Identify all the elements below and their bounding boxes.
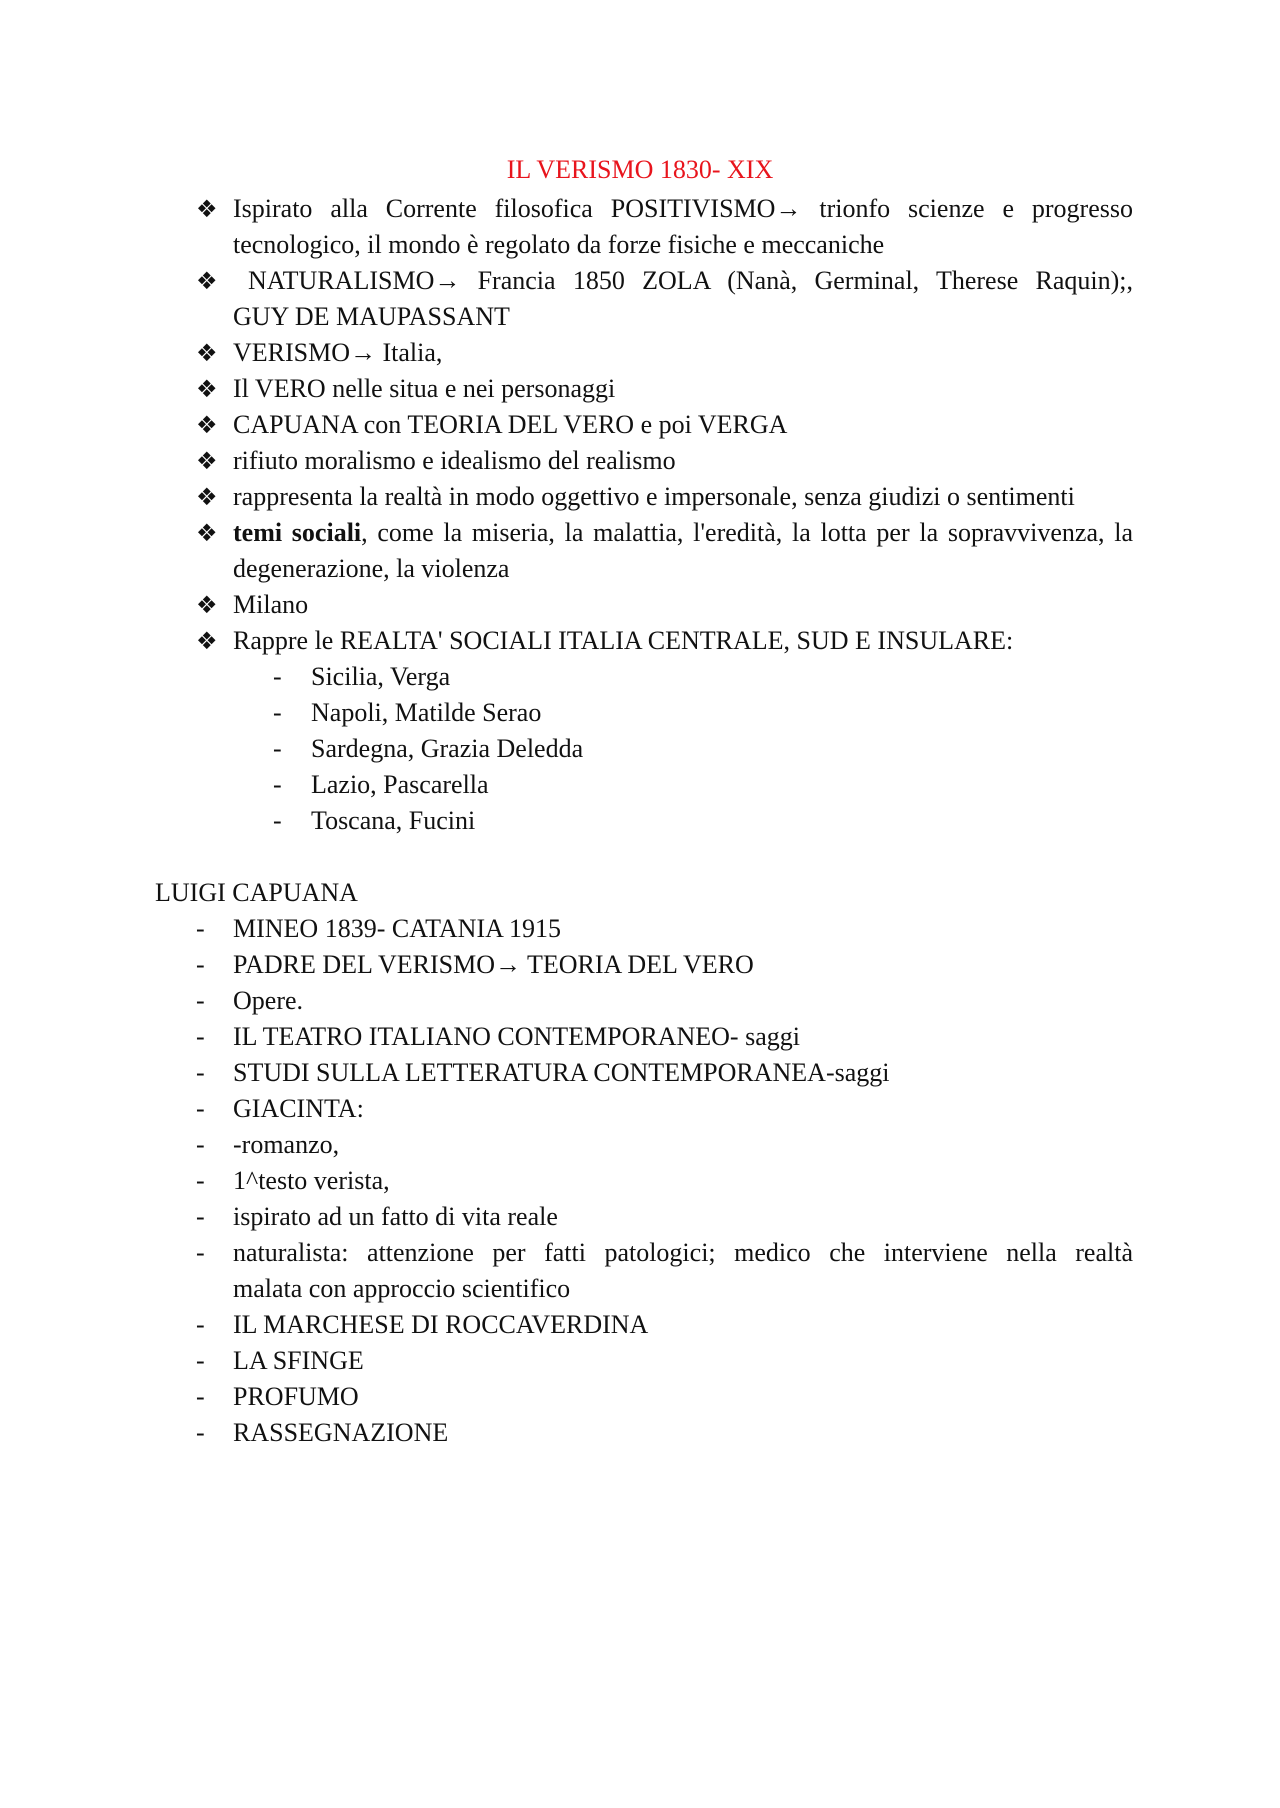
bullet-icon: ❖ (196, 519, 218, 547)
capuana-work: RASSEGNAZIONE (233, 1418, 449, 1447)
bullet-icon: ❖ (196, 627, 218, 655)
bullet-7: rappresenta la realtà in modo oggettivo e impersonale, senza giudizi o sentimenti (233, 482, 1075, 511)
dash-marker: - (196, 1094, 205, 1123)
dash-marker: - (273, 662, 282, 691)
capuana-heading: LUIGI CAPUANA (155, 878, 358, 907)
dash-marker: - (273, 770, 282, 799)
bullet-1-line-1: Ispirato alla Corrente filosofica POSITIVISMO→ trionfo scienze e progresso (233, 194, 1133, 223)
bullet-5: CAPUANA con TEORIA DEL VERO e poi VERGA (233, 410, 788, 439)
region-item: Napoli, Matilde Serao (311, 698, 542, 727)
bullet-8-line-1 (233, 515, 1133, 551)
bullet-6: rifiuto moralismo e idealismo del realismo (233, 446, 676, 475)
bullet-icon: ❖ (196, 411, 218, 439)
bullet-8-text: , come la miseria, la malattia, l'eredità, la lotta per la sopravvivenza, la (361, 518, 1133, 547)
capuana-item: STUDI SULLA LETTERATURA CONTEMPORANEA-saggi (233, 1058, 890, 1087)
region-item: Sardegna, Grazia Deledda (311, 734, 584, 763)
bullet-4: Il VERO nelle situa e nei personaggi (233, 374, 616, 403)
dash-marker: - (196, 1238, 205, 1267)
naturalista-line-2: malata con approccio scientifico (233, 1274, 571, 1303)
capuana-item: 1^testo verista, (233, 1166, 390, 1195)
bullet-9: Milano (233, 590, 309, 619)
capuana-item: IL TEATRO ITALIANO CONTEMPORANEO- saggi (233, 1022, 800, 1051)
dash-marker: - (196, 1418, 205, 1447)
dash-marker: - (196, 1310, 205, 1339)
capuana-work: IL MARCHESE DI ROCCAVERDINA (233, 1310, 649, 1339)
bullet-icon: ❖ (196, 339, 218, 367)
capuana-item: Opere. (233, 986, 304, 1015)
dash-marker: - (196, 950, 205, 979)
dash-marker: - (273, 806, 282, 835)
dash-marker: - (196, 986, 205, 1015)
capuana-item: PADRE DEL VERISMO→ TEORIA DEL VERO (233, 950, 754, 979)
capuana-item: -romanzo, (233, 1130, 340, 1159)
bullet-8-line-2: degenerazione, la violenza (233, 554, 510, 583)
capuana-item: GIACINTA: (233, 1094, 364, 1123)
region-item: Lazio, Pascarella (311, 770, 489, 799)
bullet-icon: ❖ (196, 195, 218, 223)
capuana-work: PROFUMO (233, 1382, 359, 1411)
dash-marker: - (196, 1058, 205, 1087)
bullet-2-line-1: NATURALISMO→ Francia 1850 ZOLA (Nanà, Germinal, Therese Raquin);, (248, 266, 1133, 295)
capuana-item: ispirato ad un fatto di vita reale (233, 1202, 558, 1231)
dash-marker: - (196, 1022, 205, 1051)
dash-marker: - (196, 914, 205, 943)
bullet-icon: ❖ (196, 591, 218, 619)
bullet-icon: ❖ (196, 267, 218, 295)
bullet-2-line-2: GUY DE MAUPASSANT (233, 302, 510, 331)
naturalista-line-1: naturalista: attenzione per fatti patologici; medico che interviene nella realtà (233, 1238, 1133, 1267)
capuana-work: LA SFINGE (233, 1346, 364, 1375)
dash-marker: - (273, 734, 282, 763)
bullet-icon: ❖ (196, 375, 218, 403)
dash-marker: - (273, 698, 282, 727)
region-item: Sicilia, Verga (311, 662, 451, 691)
bullet-icon: ❖ (196, 447, 218, 475)
bullet-3: VERISMO→ Italia, (233, 338, 443, 367)
bullet-1-line-2: tecnologico, il mondo è regolato da forze fisiche e meccaniche (233, 230, 885, 259)
capuana-item: MINEO 1839- CATANIA 1915 (233, 914, 561, 943)
bullet-icon: ❖ (196, 483, 218, 511)
dash-marker: - (196, 1202, 205, 1231)
document-title: IL VERISMO 1830- XIX (506, 155, 774, 184)
dash-marker: - (196, 1166, 205, 1195)
bullet-10: Rappre le REALTA' SOCIALI ITALIA CENTRALE, SUD E INSULARE: (233, 626, 1014, 655)
dash-marker: - (196, 1382, 205, 1411)
region-item: Toscana, Fucini (311, 806, 476, 835)
bold-term: temi sociali (233, 518, 362, 547)
dash-marker: - (196, 1130, 205, 1159)
dash-marker: - (196, 1346, 205, 1375)
